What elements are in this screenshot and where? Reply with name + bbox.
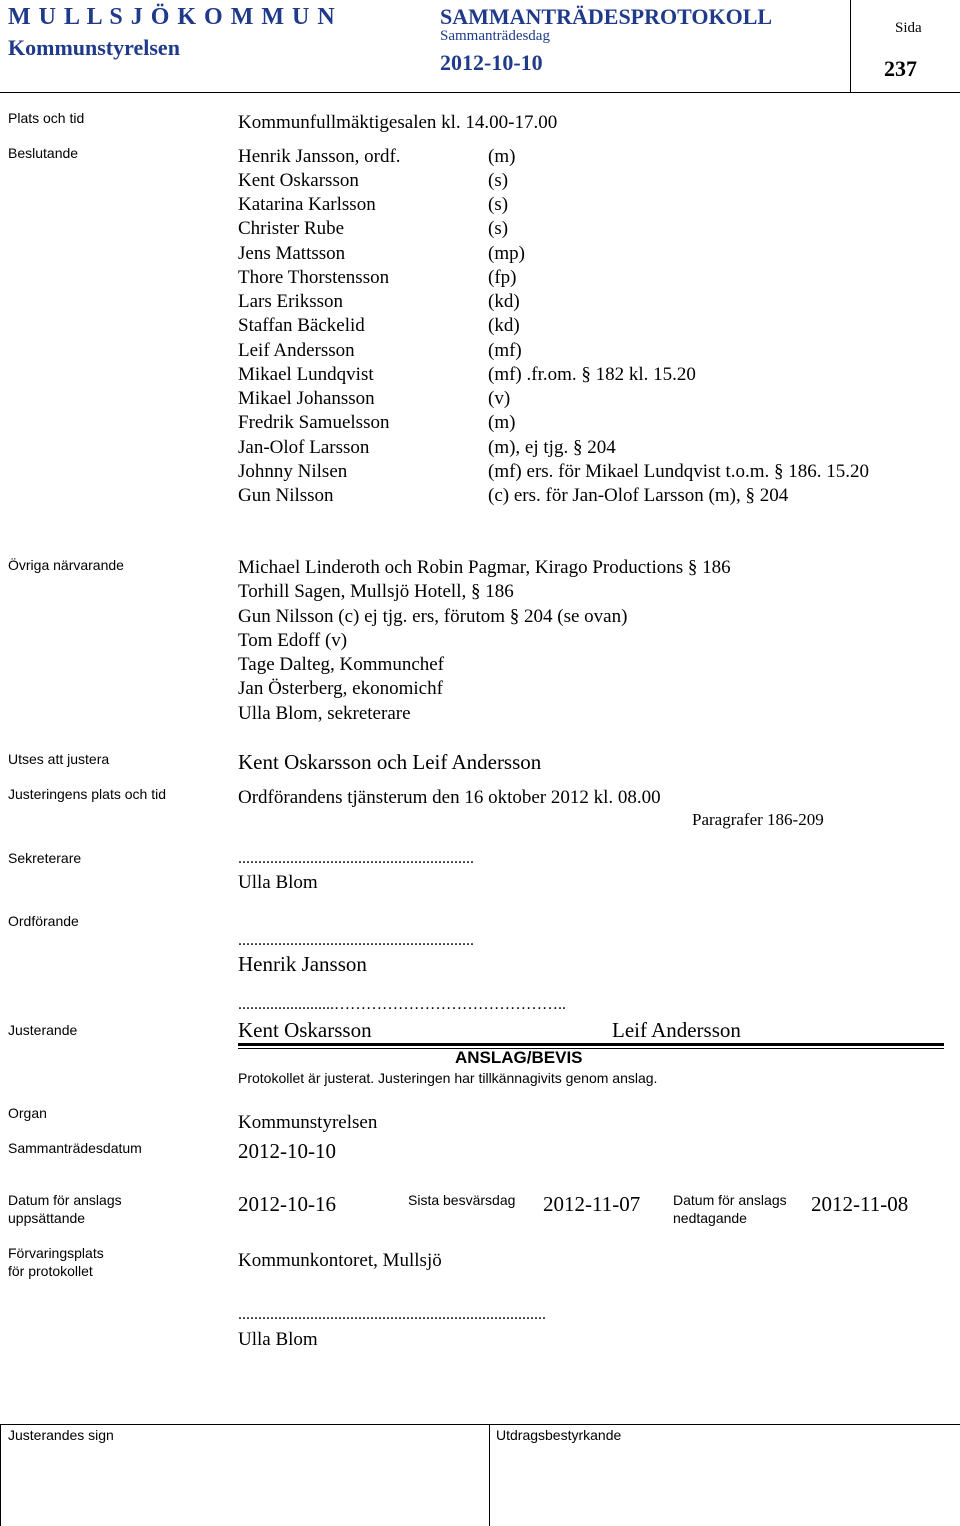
secretary-signature-line: ........................................................... xyxy=(238,850,474,867)
member-name: Mikael Johansson xyxy=(238,388,375,409)
posted-date: 2012-10-16 xyxy=(238,1192,336,1216)
storage-label-line: Förvaringsplats xyxy=(8,1245,104,1261)
notice-meeting-date-label: Sammanträdesdatum xyxy=(8,1140,142,1156)
member-party: (mf) ers. för Mikael Lundqvist t.o.m. § 186. 15.20 xyxy=(488,461,870,482)
adjuster-sign-field: Justerandes sign xyxy=(8,1427,114,1443)
member-name: Jan-Olof Larsson xyxy=(238,437,370,458)
municipality-name: M U L L S J Ö K O M M U N xyxy=(8,4,336,30)
meeting-date-label: Sammanträdesdag xyxy=(440,28,550,44)
chair-name: Henrik Jansson xyxy=(238,952,367,976)
others-present-line: Tom Edoff (v) xyxy=(238,630,348,651)
removed-label xyxy=(673,1192,787,1227)
paragraphs-range: Paragrafer 186-209 xyxy=(692,810,824,829)
footer-divider-mid xyxy=(489,1424,490,1526)
storage-label-line: för protokollet xyxy=(8,1263,93,1279)
member-party: (mf) .fr.om. § 182 kl. 15.20 xyxy=(488,364,696,385)
footer-divider-left xyxy=(0,1424,1,1526)
page-number: 237 xyxy=(884,56,917,81)
adjusting-signature-line: ........................…………………………………….. xyxy=(238,996,566,1013)
others-present-label: Övriga närvarande xyxy=(8,557,124,573)
notice-rule-thin xyxy=(238,1048,944,1049)
others-present-line: Torhill Sagen, Mullsjö Hotell, § 186 xyxy=(238,581,514,602)
member-name: Henrik Jansson, ordf. xyxy=(238,146,401,167)
member-name: Jens Mattsson xyxy=(238,243,346,264)
others-present-line: Gun Nilsson (c) ej tjg. ers, förutom § 204 (se ovan) xyxy=(238,606,628,627)
member-name: Thore Thorstensson xyxy=(238,267,390,288)
adjusting-name-1: Kent Oskarsson xyxy=(238,1018,372,1042)
notice-text: Protokollet är justerat. Justeringen har tillkännagivits genom anslag. xyxy=(238,1070,658,1086)
storage-value: Kommunkontoret, Mullsjö xyxy=(238,1250,442,1271)
adjustment-place-label: Justeringens plats och tid xyxy=(8,786,166,802)
member-name: Christer Rube xyxy=(238,218,345,239)
others-present-line: Jan Österberg, ekonomichf xyxy=(238,678,443,699)
decision-makers-label: Beslutande xyxy=(8,145,79,161)
secretary-label: Sekreterare xyxy=(8,850,82,866)
adjusters-value: Kent Oskarsson och Leif Andersson xyxy=(238,750,542,774)
member-name: Kent Oskarsson xyxy=(238,170,359,191)
notice-signature-line: ............................................................................. xyxy=(238,1306,546,1323)
appeal-date: 2012-11-07 xyxy=(543,1192,641,1216)
member-party: (v) xyxy=(488,388,511,409)
member-party: (mp) xyxy=(488,243,525,264)
appeal-label: Sista besvärsdag xyxy=(408,1192,516,1208)
removed-date: 2012-11-08 xyxy=(811,1192,909,1216)
member-party: (m), ej tjg. § 204 xyxy=(488,437,616,458)
organ-label: Organ xyxy=(8,1105,47,1121)
storage-label xyxy=(8,1245,104,1280)
member-name: Lars Eriksson xyxy=(238,291,344,312)
member-party: (m) xyxy=(488,146,516,167)
page-label: Sida xyxy=(895,20,922,36)
member-name: Gun Nilsson xyxy=(238,485,334,506)
posted-label-line: Datum för anslags xyxy=(8,1192,122,1208)
member-name: Katarina Karlsson xyxy=(238,194,376,215)
notice-meeting-date-value: 2012-10-10 xyxy=(238,1139,336,1163)
member-party: (m) xyxy=(488,412,516,433)
member-name: Staffan Bäckelid xyxy=(238,315,365,336)
member-name: Leif Andersson xyxy=(238,340,355,361)
adjusting-name-2: Leif Andersson xyxy=(612,1018,741,1042)
footer-rule xyxy=(0,1424,960,1425)
member-party: (mf) xyxy=(488,340,522,361)
member-party: (s) xyxy=(488,194,509,215)
member-name: Mikael Lundqvist xyxy=(238,364,374,385)
member-name: Fredrik Samuelsson xyxy=(238,412,390,433)
organ-value: Kommunstyrelsen xyxy=(238,1112,378,1133)
header-rule xyxy=(0,92,960,93)
member-party: (s) xyxy=(488,218,509,239)
posted-label-line: uppsättande xyxy=(8,1210,86,1226)
member-party: (kd) xyxy=(488,315,520,336)
document-title: SAMMANTRÄDESPROTOKOLL xyxy=(440,4,773,29)
chair-label: Ordförande xyxy=(8,913,79,929)
others-present-line: Ulla Blom, sekreterare xyxy=(238,703,411,724)
member-name: Johnny Nilsen xyxy=(238,461,348,482)
notice-signature-name: Ulla Blom xyxy=(238,1329,318,1350)
notice-rule-thick xyxy=(238,1043,944,1046)
meeting-date: 2012-10-10 xyxy=(440,50,543,75)
adjusters-label: Utses att justera xyxy=(8,751,110,767)
member-party: (s) xyxy=(488,170,509,191)
others-present-line: Michael Linderoth och Robin Pagmar, Kirago Productions § 186 xyxy=(238,557,731,578)
removed-label-line: nedtagande xyxy=(673,1210,747,1226)
header-divider xyxy=(850,0,851,92)
adjustment-place-value: Ordförandens tjänsterum den 16 oktober 2012 kl. 08.00 xyxy=(238,787,661,808)
place-label: Plats och tid xyxy=(8,110,85,126)
secretary-name: Ulla Blom xyxy=(238,872,318,893)
member-party: (kd) xyxy=(488,291,520,312)
notice-title: ANSLAG/BEVIS xyxy=(455,1048,583,1067)
member-party: (c) ers. för Jan-Olof Larsson (m), § 204 xyxy=(488,485,789,506)
member-party: (fp) xyxy=(488,267,517,288)
chair-signature-line: ........................................................... xyxy=(238,932,474,949)
removed-label-line: Datum för anslags xyxy=(673,1192,787,1208)
board-name: Kommunstyrelsen xyxy=(8,35,180,60)
adjusting-label: Justerande xyxy=(8,1022,78,1038)
others-present-line: Tage Dalteg, Kommunchef xyxy=(238,654,445,675)
place-value: Kommunfullmäktigesalen kl. 14.00-17.00 xyxy=(238,112,558,133)
posted-label xyxy=(8,1192,122,1227)
certified-copy-field: Utdragsbestyrkande xyxy=(496,1427,622,1443)
